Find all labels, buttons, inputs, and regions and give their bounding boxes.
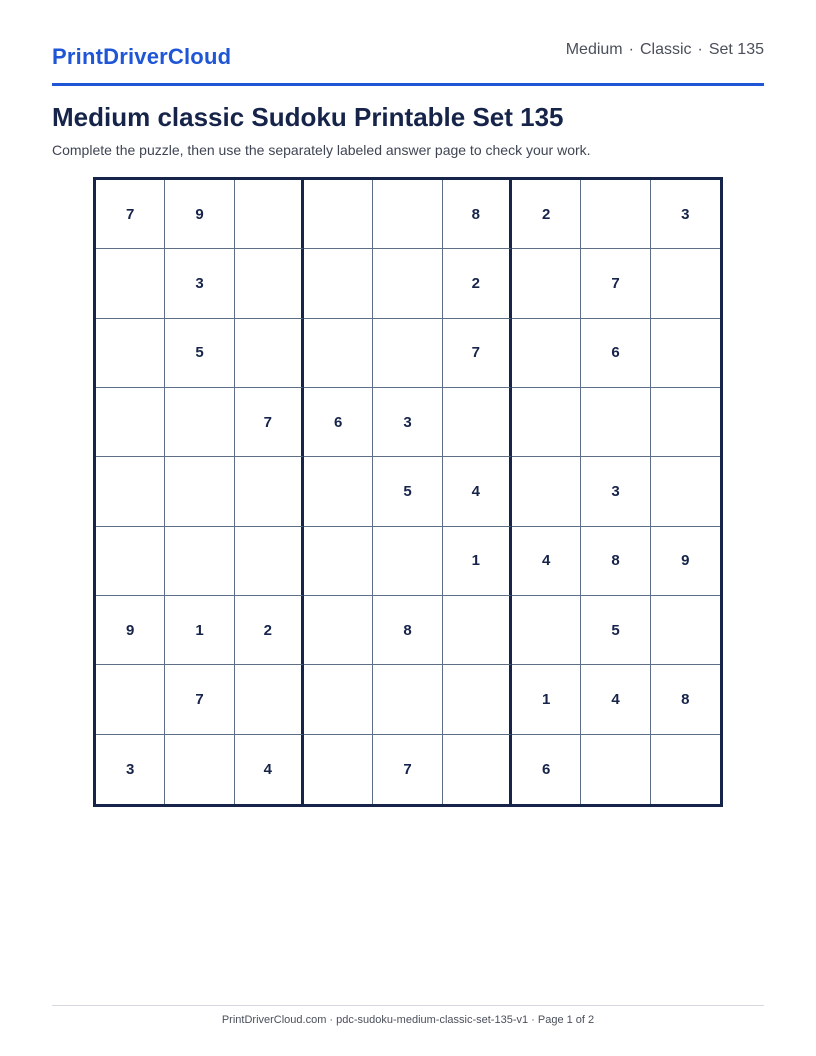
sudoku-cell [373, 319, 442, 388]
sudoku-cell [235, 319, 304, 388]
puzzle-meta [566, 41, 764, 59]
sudoku-cell [304, 527, 373, 596]
sudoku-cell: 5 [165, 319, 234, 388]
sudoku-cell [96, 319, 165, 388]
sudoku-cell [651, 735, 720, 804]
page-subtitle: Complete the puzzle, then use the separately labeled answer page to check your work. [52, 142, 591, 158]
page-footer: PrintDriverCloud.com · pdc-sudoku-medium-classic-set-135-v1 · Page 1 of 2 [221, 1014, 595, 1026]
sudoku-cell [235, 457, 304, 526]
sudoku-cell: 7 [235, 388, 304, 457]
sudoku-cell: 6 [581, 319, 650, 388]
sudoku-cell: 1 [443, 527, 512, 596]
sudoku-cell [304, 735, 373, 804]
sudoku-cell [443, 596, 512, 665]
sudoku-cell [304, 457, 373, 526]
sudoku-cell: 7 [165, 665, 234, 734]
meta-separator: · [628, 41, 634, 58]
sudoku-cell [96, 457, 165, 526]
sudoku-cell [651, 319, 720, 388]
sudoku-cell [96, 249, 165, 318]
sudoku-cell [165, 735, 234, 804]
sudoku-cell: 3 [581, 457, 650, 526]
sudoku-cell: 9 [651, 527, 720, 596]
sudoku-cell: 4 [443, 457, 512, 526]
sudoku-cell [165, 457, 234, 526]
sudoku-cell: 3 [651, 180, 720, 249]
brand-logo: PrintDriverCloud [52, 44, 232, 69]
sudoku-cell: 2 [443, 249, 512, 318]
sudoku-cell [165, 388, 234, 457]
sudoku-cell: 5 [581, 596, 650, 665]
sudoku-grid [93, 177, 723, 807]
sudoku-cell [96, 388, 165, 457]
meta-difficulty: Medium [565, 41, 623, 58]
sudoku-cell: 4 [512, 527, 581, 596]
sudoku-cell [581, 388, 650, 457]
meta-style: Classic [639, 41, 692, 58]
sudoku-cell: 7 [373, 735, 442, 804]
sudoku-cell: 1 [165, 596, 234, 665]
sudoku-cell: 6 [512, 735, 581, 804]
sudoku-cell: 7 [443, 319, 512, 388]
page-header [52, 0, 764, 86]
sudoku-cell [96, 665, 165, 734]
sudoku-cell: 2 [235, 596, 304, 665]
sudoku-cell: 7 [96, 180, 165, 249]
sudoku-cell: 6 [304, 388, 373, 457]
meta-separator: · [697, 41, 703, 58]
sudoku-cell [235, 665, 304, 734]
sudoku-cell: 8 [373, 596, 442, 665]
sudoku-cell [651, 596, 720, 665]
sudoku-cell [235, 527, 304, 596]
sudoku-cell [235, 180, 304, 249]
sudoku-cell [373, 180, 442, 249]
sudoku-cell [373, 527, 442, 596]
sudoku-cell [512, 249, 581, 318]
sudoku-cell [373, 249, 442, 318]
sudoku-cell: 7 [581, 249, 650, 318]
sudoku-cell: 8 [443, 180, 512, 249]
sudoku-cell [581, 180, 650, 249]
sudoku-cell [651, 249, 720, 318]
meta-set: Set 135 [708, 41, 764, 58]
footer-divider [52, 1005, 764, 1006]
sudoku-cell [96, 527, 165, 596]
sudoku-cell [512, 457, 581, 526]
sudoku-cell: 3 [96, 735, 165, 804]
sudoku-cell: 3 [373, 388, 442, 457]
sudoku-cell [512, 596, 581, 665]
sudoku-cell: 8 [581, 527, 650, 596]
sudoku-cell [651, 457, 720, 526]
sudoku-cell [165, 527, 234, 596]
header-rule [52, 83, 764, 86]
sudoku-cell: 4 [235, 735, 304, 804]
sudoku-cell [443, 735, 512, 804]
sudoku-cell [581, 735, 650, 804]
sudoku-cell [512, 388, 581, 457]
sudoku-cell [304, 319, 373, 388]
sudoku-cell: 9 [96, 596, 165, 665]
sudoku-cell [443, 388, 512, 457]
sudoku-cell [304, 180, 373, 249]
sudoku-cell [443, 665, 512, 734]
sudoku-cell: 5 [373, 457, 442, 526]
sudoku-cell [651, 388, 720, 457]
sudoku-cell: 1 [512, 665, 581, 734]
sudoku-cell [304, 596, 373, 665]
page-title: Medium classic Sudoku Printable Set 135 [52, 102, 564, 132]
sudoku-cell: 4 [581, 665, 650, 734]
sudoku-cell [373, 665, 442, 734]
sudoku-cell: 8 [651, 665, 720, 734]
sudoku-cell [304, 665, 373, 734]
sudoku-cell: 3 [165, 249, 234, 318]
sudoku-cell: 2 [512, 180, 581, 249]
sudoku-cell [304, 249, 373, 318]
sudoku-cell [235, 249, 304, 318]
sudoku-cell [512, 319, 581, 388]
sudoku-cell: 9 [165, 180, 234, 249]
